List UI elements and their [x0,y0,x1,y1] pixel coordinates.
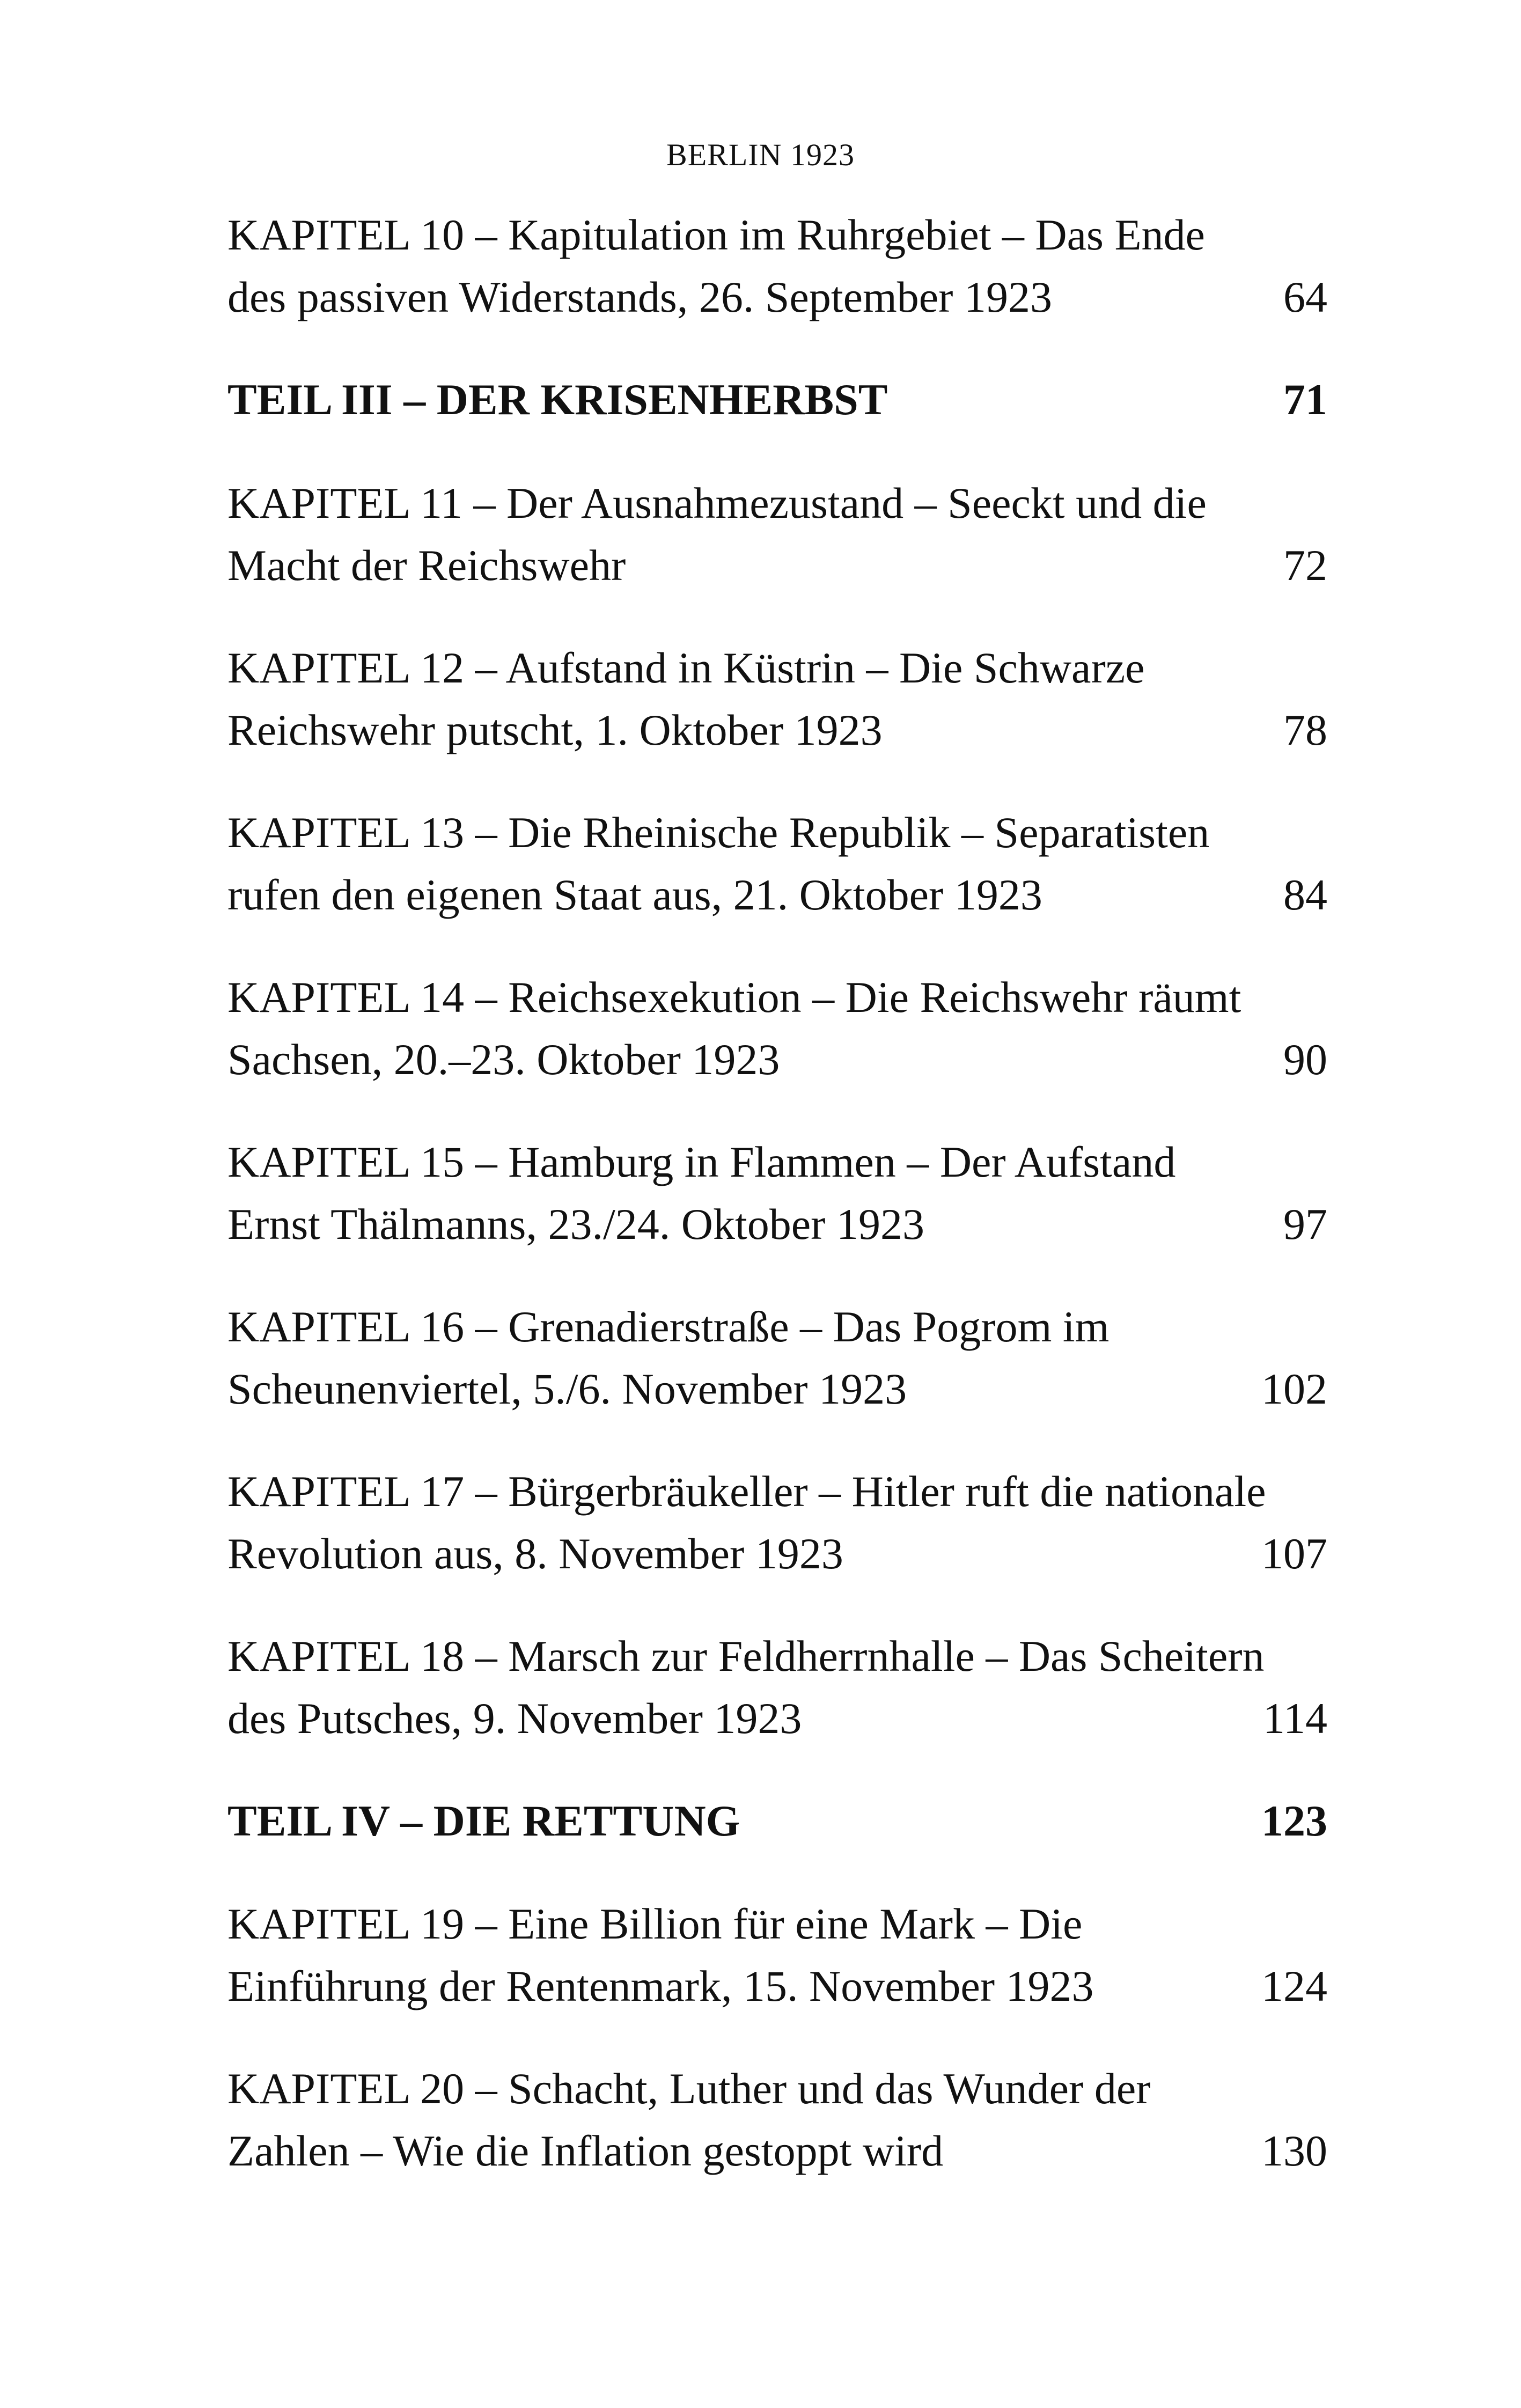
toc-entry-page-number: 64 [1283,273,1327,321]
toc-entry-page-number: 78 [1283,706,1327,754]
toc-entry-page-number: 114 [1263,1694,1327,1743]
toc-entry-chapter-10 [227,204,1327,328]
toc-entry-chapter-16 [227,1296,1327,1420]
toc-entry-title-line2: Revolution aus, 8. November 1923 [227,1529,843,1578]
toc-entry-page-number: 97 [1283,1200,1327,1249]
toc-entry-title-line1: KAPITEL 15 – Hamburg in Flammen – Der Aufstand [227,1137,1176,1186]
toc-part-title: TEIL III – DER KRISENHERBST [227,375,888,424]
toc-entry-title-line2: Ernst Thälmanns, 23./24. Oktober 1923 [227,1200,924,1249]
toc-entry-page-number: 107 [1261,1529,1327,1578]
toc-entry-title-line1: KAPITEL 14 – Reichsexekution – Die Reichswehr räumt [227,973,1241,1022]
toc-entry-title-line1: KAPITEL 19 – Eine Billion für eine Mark – Die [227,1899,1083,1948]
toc-part-page-number: 123 [1261,1796,1327,1845]
toc-entry-chapter-19 [227,1893,1327,2017]
toc-part-heading-teil-4 [227,1790,1327,1852]
toc-entry-title-line2: Einführung der Rentenmark, 15. November 1923 [227,1962,1094,2010]
toc-entry-title-line1: KAPITEL 11 – Der Ausnahmezustand – Seeckt und die [227,479,1207,527]
toc-entry-title-line1: KAPITEL 17 – Bürgerbräukeller – Hitler ruft die nationale [227,1467,1266,1516]
toc-entry-page-number: 72 [1283,541,1327,590]
toc-entry-chapter-15 [227,1131,1327,1256]
toc-entry-page-number: 124 [1261,1962,1327,2010]
running-head: BERLIN 1923 [666,137,855,172]
toc-entry-title-line1: KAPITEL 16 – Grenadierstraße – Das Pogrom im [227,1302,1109,1351]
toc-entry-title-line2: Zahlen – Wie die Inflation gestoppt wird [227,2126,944,2175]
toc-entry-title-line2: Sachsen, 20.–23. Oktober 1923 [227,1035,780,1084]
toc-entry-chapter-20 [227,2058,1327,2182]
toc-entry-chapter-13 [227,802,1327,926]
toc-entry-page-number: 84 [1283,870,1327,919]
toc-entry-chapter-12 [227,637,1327,761]
toc-entry-title-line2: rufen den eigenen Staat aus, 21. Oktober 1923 [227,870,1042,919]
toc-entry-title-line1: KAPITEL 18 – Marsch zur Feldherrnhalle – Das Scheitern [227,1632,1265,1680]
toc-entry-title-line2: Scheunenviertel, 5./6. November 1923 [227,1364,907,1413]
toc-entry-page-number: 102 [1261,1364,1327,1413]
toc-entry-title-line1: KAPITEL 13 – Die Rheinische Republik – Separatisten [227,808,1210,857]
toc-part-title: TEIL IV – DIE RETTUNG [227,1796,740,1845]
toc-entry-title-line2: Macht der Reichswehr [227,541,626,590]
toc-entry-chapter-17 [227,1460,1327,1585]
toc-entry-title-line1: KAPITEL 12 – Aufstand in Küstrin – Die Schwarze [227,643,1145,692]
toc-entry-title-line1: KAPITEL 10 – Kapitulation im Ruhrgebiet – Das Ende [227,210,1205,259]
toc-entry-title-line2: des passiven Widerstands, 26. September 1923 [227,273,1052,321]
toc-entry-title-line2: des Putsches, 9. November 1923 [227,1694,802,1743]
toc-entry-page-number: 130 [1261,2126,1327,2175]
toc-entry-chapter-18 [227,1625,1327,1750]
toc-entry-chapter-11 [227,472,1327,597]
toc-entry-title-line1: KAPITEL 20 – Schacht, Luther und das Wunder der [227,2064,1151,2113]
toc-part-heading-teil-3 [227,369,1327,431]
toc-part-page-number: 71 [1283,375,1327,424]
toc-entry-page-number: 90 [1283,1035,1327,1084]
toc-entry-title-line2: Reichswehr putscht, 1. Oktober 1923 [227,706,883,754]
toc-entry-chapter-14 [227,966,1327,1091]
